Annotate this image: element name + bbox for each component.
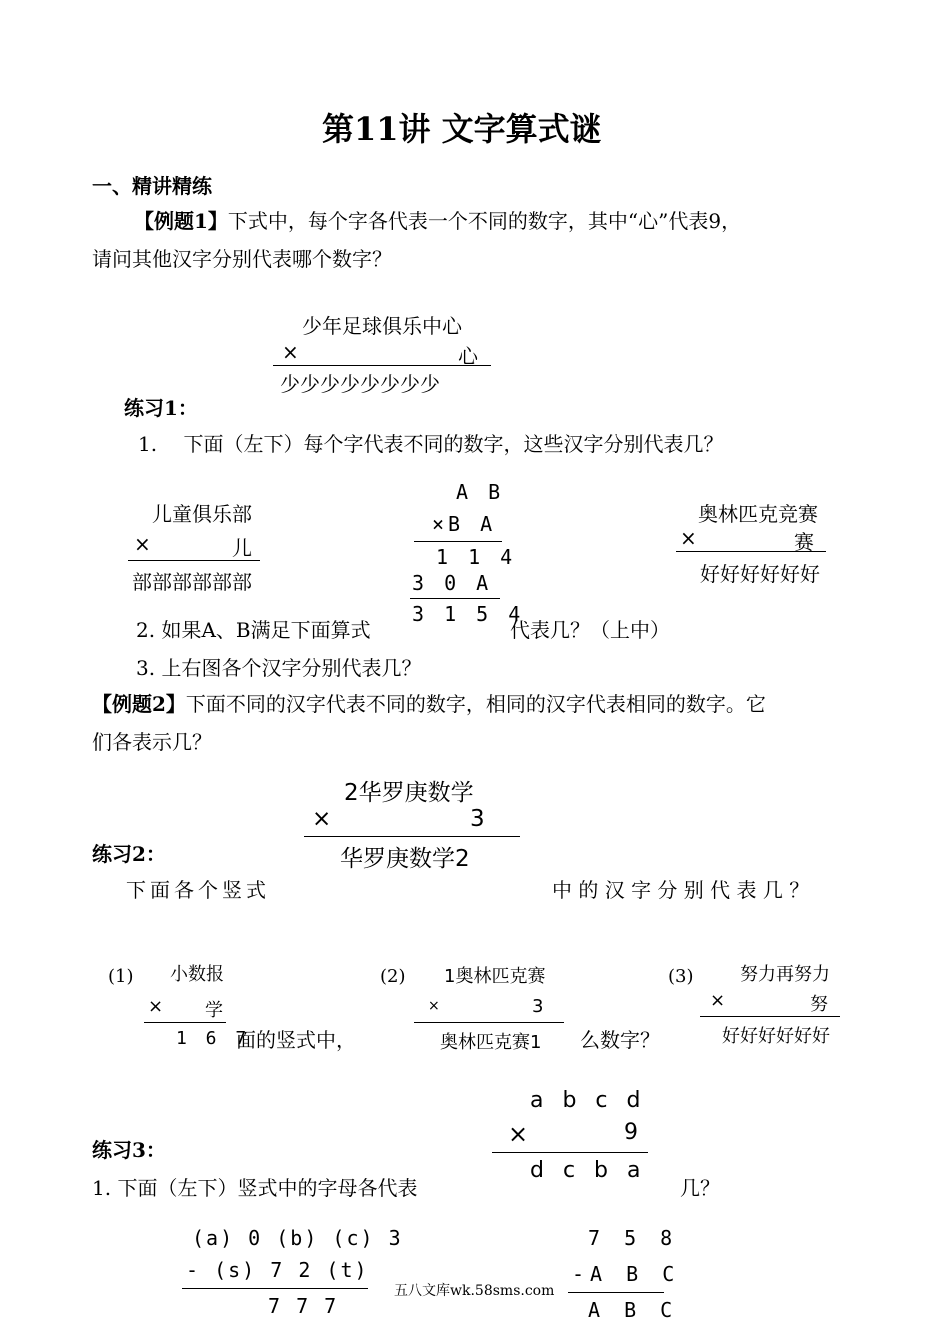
p2-2-result: 奥林匹克赛1 — [440, 1032, 542, 1053]
example1-line1 — [134, 205, 741, 234]
p3-sub1-r1: (a) 0 (b) (c) 3 — [192, 1226, 403, 1250]
p2-3-result: 好好好好好好 — [722, 1026, 830, 1047]
p2-1-mult: 学 — [205, 1000, 223, 1021]
p3-sub2-rule — [568, 1292, 664, 1293]
example1-label: 【例题1】 — [134, 209, 228, 233]
p1-mid-r1: A B — [456, 480, 505, 504]
example1-text2: 请问其他汉字分别代表哪个数字？ — [92, 247, 392, 271]
example2-result: 华罗庚数学2 — [340, 846, 470, 872]
p1-mid-rule1 — [414, 541, 502, 542]
p2-2-mult: 3 — [532, 996, 544, 1017]
watermark-text: 五八文库wk.58sms.com — [394, 1283, 555, 1299]
practice3-label: 练习3： — [92, 1138, 166, 1162]
example2-mult: 3 — [470, 806, 485, 832]
p2-2-top: 1奥林匹克赛 — [444, 966, 546, 987]
p2-3-rule — [700, 1016, 840, 1017]
p2-1-times: × — [148, 996, 164, 1017]
p1-mid-r3: 1 1 4 — [436, 545, 517, 569]
p2-frag2: 么数字？ — [580, 1028, 660, 1052]
p1-right-result: 好好好好好好 — [700, 562, 820, 586]
example1-rule — [273, 365, 491, 366]
p2-2-times: × — [428, 998, 440, 1014]
example2-label: 【例题2】 — [92, 692, 186, 716]
practice2-q-right: 中 的 汉 字 分 别 代 表 几 ？ — [552, 878, 810, 902]
p3-abcd-mult: 9 — [624, 1120, 638, 1145]
p1-right-mult: 赛 — [794, 530, 814, 554]
p1-left-mult: 儿 — [232, 536, 252, 560]
example2-line1 — [92, 688, 766, 717]
p3-sub1-rule — [182, 1288, 368, 1289]
p3-sub2-r3: A B C — [588, 1298, 679, 1322]
p2-2-rule — [414, 1022, 564, 1023]
example2-times: × — [312, 806, 332, 832]
p2-3-mult: 努 — [810, 994, 828, 1015]
p2-3-num: (3) — [668, 966, 694, 987]
practice1-q2b: 代表几？（上中） — [510, 618, 670, 642]
practice1-q2a: 2. 如果A、B满足下面算式 — [136, 618, 371, 642]
example1-mult: 心 — [458, 344, 478, 368]
p3-sub1-r3: 7 7 7 — [268, 1294, 339, 1318]
section-heading: 一、精讲精练 — [92, 174, 212, 198]
practice1-q3: 3. 上右图各个汉字分别代表几？ — [136, 656, 422, 680]
p2-1-num: (1) — [108, 966, 134, 987]
p1-left-result: 部部部部部部 — [132, 570, 252, 594]
p1-mid-r4: 3 0 A — [412, 571, 493, 595]
example1-top: 少年足球俱乐中心 — [302, 314, 462, 338]
example2-text1: 下面不同的汉字代表不同的数字，相同的汉字代表相同的数字。它 — [185, 692, 766, 716]
example2-top: 2华罗庚数学 — [344, 780, 474, 806]
p2-frag1: 面的竖式中， — [236, 1028, 356, 1052]
p1-right-rule — [676, 551, 826, 552]
p2-3-top: 努力再努力 — [740, 964, 830, 985]
example1-text1: 下式中，每个字各代表一个不同的数字，其中“心”代表9， — [227, 209, 742, 233]
p1-right-times: × — [680, 526, 697, 550]
p3-sub1-r2: - (s) 7 2 (t) — [186, 1258, 369, 1282]
practice1-label: 练习1： — [124, 396, 198, 420]
p1-mid-rule2 — [410, 598, 500, 599]
practice2-label: 练习2： — [92, 842, 166, 866]
p1-left-rule — [128, 560, 260, 561]
p2-1-result: 1 6 7 — [176, 1028, 251, 1049]
p2-1-rule — [144, 1022, 226, 1023]
page-title: 第11讲 文字算式谜 — [322, 110, 602, 148]
p1-left-top: 儿童俱乐部 — [152, 502, 252, 526]
p1-right-top: 奥林匹克竞赛 — [698, 502, 818, 526]
p2-3-times: × — [710, 990, 726, 1011]
p3-abcd-rule — [492, 1152, 648, 1153]
practice3-q1a: 1. 下面（左下）竖式中的字母各代表 — [92, 1176, 418, 1200]
practice3-q1b: 几？ — [680, 1176, 720, 1200]
practice2-q-left: 下面各个竖式 — [126, 878, 270, 902]
p3-abcd-top: a b c d — [530, 1088, 647, 1113]
p2-2-num: (2) — [380, 966, 406, 987]
practice1-q1: 1. 下面（左下）每个字代表不同的数字，这些汉字分别代表几？ — [138, 432, 724, 456]
example1-times: × — [282, 340, 299, 364]
p2-1-top: 小数报 — [170, 964, 224, 985]
example2-rule — [304, 836, 520, 837]
p3-sub2-r1: 7 5 8 — [588, 1226, 679, 1250]
p3-abcd-times: × — [508, 1120, 529, 1148]
p1-left-times: × — [134, 532, 151, 556]
p1-mid-r2: ×B A — [432, 512, 497, 536]
example2-text2: 们各表示几？ — [92, 730, 212, 754]
example1-result: 少少少少少少少少 — [280, 372, 440, 396]
p1-mid-r5: 3 1 5 4 — [412, 602, 525, 626]
p3-abcd-result: d c b a — [530, 1158, 647, 1183]
p3-sub2-r2: -A B C — [572, 1262, 681, 1286]
